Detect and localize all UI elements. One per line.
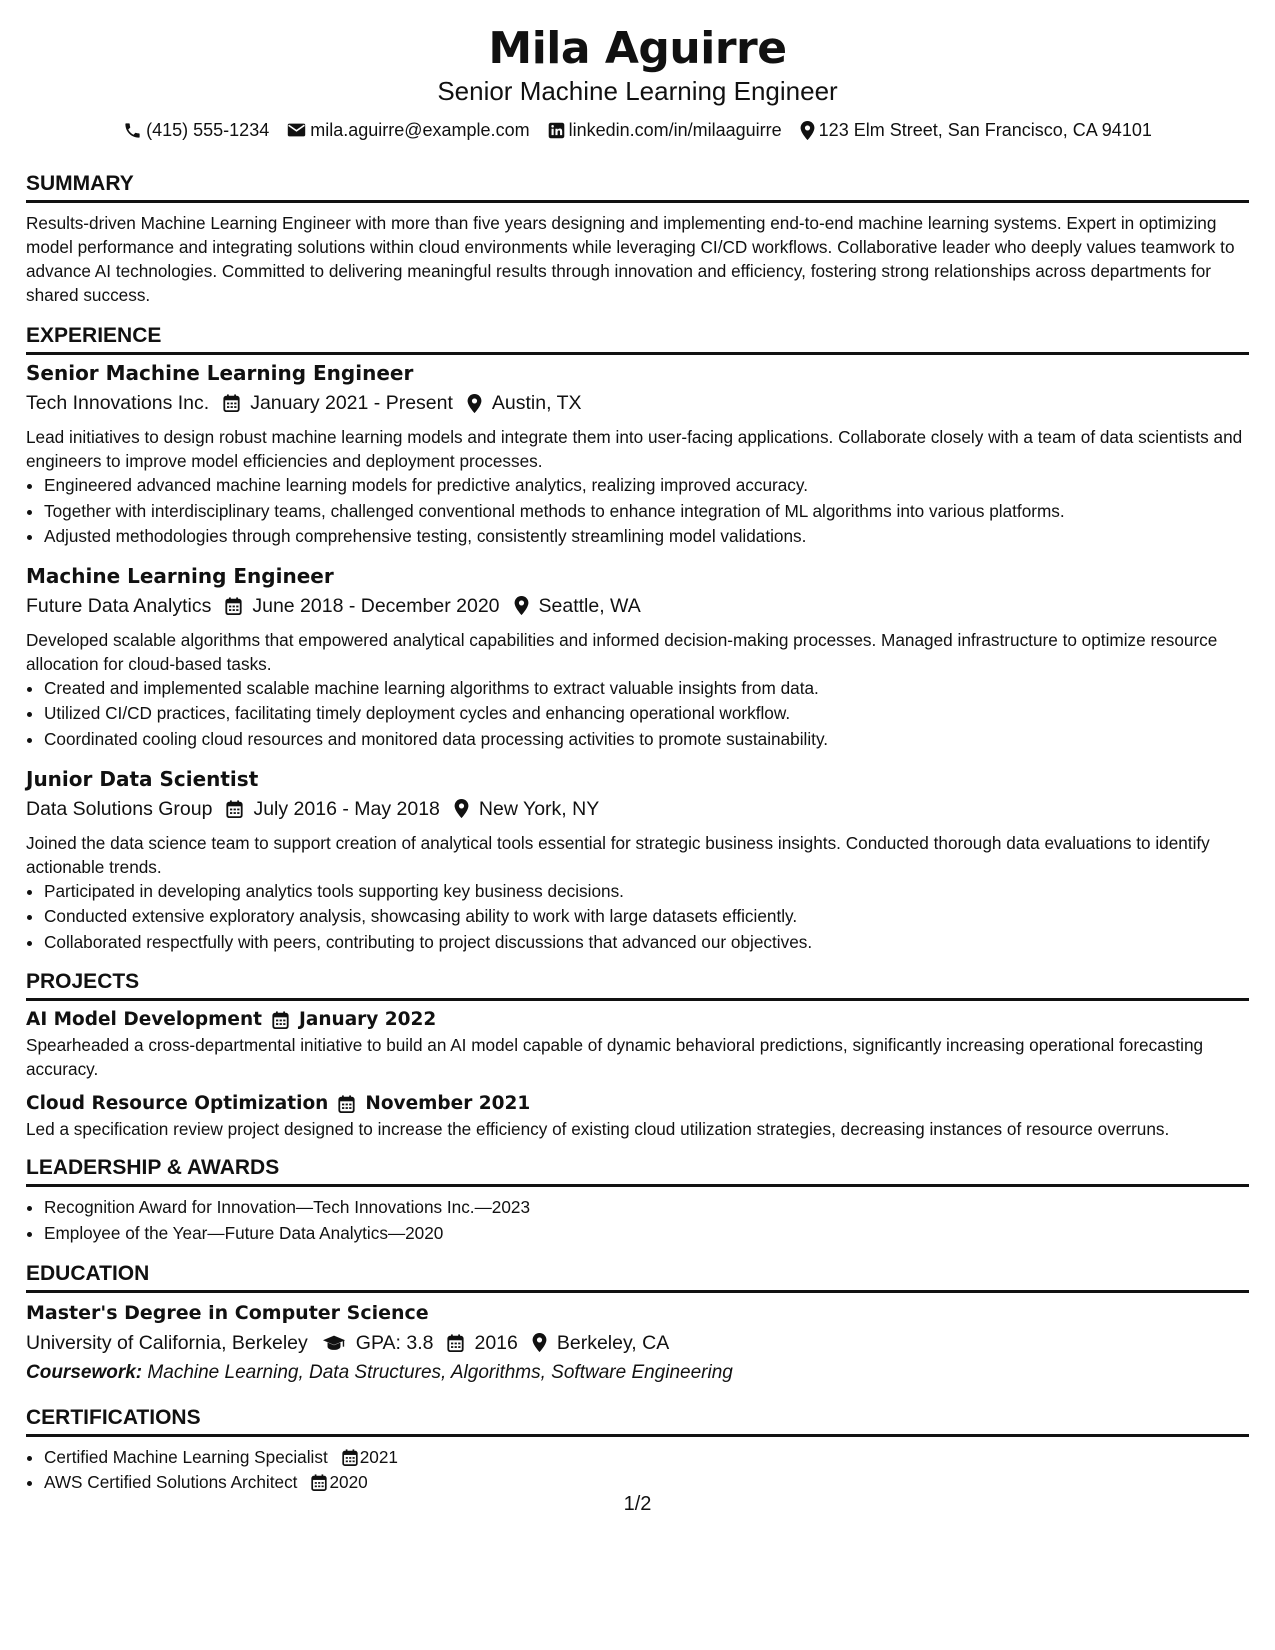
summary-text: Results-driven Machine Learning Engineer with more than five years designing and implementing end-to-end machine learning systems. Expert in optimizing model performance and integrating solutions within cloud environments while leveraging CI/CD workflows. Collaborative leader who deeply values teamwork to advance AI technologies. Committed to delivering meaningful results through innovation and efficiency, fostering strong relationships across departments for shared success. [26,213,1235,305]
job-location: Seattle, WA [538,594,641,617]
candidate-name: Mila Aguirre [488,23,787,74]
calendar-icon [311,1474,327,1491]
calendar-icon [223,394,240,412]
job-title: Machine Learning Engineer [26,563,334,588]
project-date: November 2021 [365,1093,531,1115]
project-description: Led a specification review project designed to increase the efficiency of existing cloud utilization strategies, decreasing instances of resource overruns. [26,1119,1170,1140]
coursework-line [26,1359,1249,1387]
certification-entry [44,1470,1249,1496]
coursework-list: Machine Learning, Data Structures, Algorithms, Software Engineering [147,1361,733,1383]
list-item: • Employee of the Year—Future Data Analytics—2020 [44,1221,1249,1247]
graduation-year: 2016 [474,1331,518,1354]
section-title-awards: LEADERSHIP & AWARDS [26,1155,1249,1187]
list-item: • Participated in developing analytics tools supporting key business decisions. [44,879,1249,905]
map-pin-icon [514,596,529,615]
street-address: 123 Elm Street, San Francisco, CA 94101 [818,120,1152,140]
calendar-icon [225,597,242,615]
list-item: • Conducted extensive exploratory analysis, showcasing ability to work with large datasets efficiently. [44,904,1249,930]
phone-icon [123,121,142,140]
list-item [44,1470,1249,1496]
list-item: • Utilized CI/CD practices, facilitating timely deployment cycles and enhancing operational workflow. [44,701,1249,727]
project-name: AI Model Development [26,1009,262,1031]
job-location: Austin, TX [491,392,582,414]
job-description: Joined the data science team to support creation of analytical tools essential for strategic business insights. Conducted thorough data evaluations to identify actionable trends. [26,832,1210,877]
certifications-section [26,1405,1249,1496]
section-title-summary: SUMMARY [26,171,1249,203]
list-item: • Created and implemented scalable machine learning algorithms to extract valuable insights from data. [44,676,1249,702]
projects-section [26,969,1249,1141]
job-meta [26,795,1249,823]
list-item: • Engineered advanced machine learning models for predictive analytics, realizing improved accuracy. [44,473,1249,499]
project-header [26,1091,1249,1117]
coursework-label: Coursework: [26,1361,143,1383]
map-pin-icon [454,799,469,818]
contact-linkedin[interactable] [548,119,782,141]
job-location: New York, NY [478,797,600,820]
job-entry [26,359,1249,550]
job-title: Senior Machine Learning Engineer [26,361,414,385]
job-company: Tech Innovations Inc. [26,392,210,414]
page-number: 1/2 [623,1493,652,1515]
graduation-cap-icon [322,1334,346,1352]
calendar-icon [338,1095,355,1113]
certification-name: • AWS Certified Solutions Architect [44,1472,298,1493]
summary-section [26,171,1249,307]
project-entry [26,1007,1249,1081]
certification-year: 2021 [359,1446,398,1467]
section-title-certifications: CERTIFICATIONS [26,1405,1249,1437]
calendar-icon [226,800,243,818]
job-meta [26,389,1249,417]
section-title-experience: EXPERIENCE [26,323,1249,355]
section-title-education: EDUCATION [26,1261,1249,1293]
linkedin-url: linkedin.com/in/milaaguirre [568,120,782,140]
envelope-icon [287,122,306,138]
project-name: Cloud Resource Optimization [26,1093,329,1115]
list-item: • Together with interdisciplinary teams, challenged conventional methods to enhance integration of ML algorithms into various platforms. [44,499,1249,525]
contact-email[interactable] [287,119,529,141]
awards-list [26,1195,1249,1246]
map-pin-icon [467,394,482,413]
awards-section [26,1155,1249,1246]
candidate-headline: Senior Machine Learning Engineer [437,76,838,106]
list-item: • Adjusted methodologies through comprehensive testing, consistently streamlining model validations. [44,524,1249,550]
certification-year: 2020 [329,1472,368,1493]
project-description: Spearheaded a cross-departmental initiative to build an AI model capable of dynamic behavioral predictions, significantly increasing operational forecasting accuracy. [26,1035,1204,1080]
list-item: • Coordinated cooling cloud resources and monitored data processing activities to promote sustainability. [44,727,1249,753]
contact-bar [26,119,1249,141]
linkedin-icon [548,122,565,139]
job-entry [26,765,1249,956]
certifications-list [26,1445,1249,1496]
job-description: Lead initiatives to design robust machine learning models and integrate them into user-facing applications. Collaborate closely with a team of data scientists and engineers to improve model efficiencies and deployment processes. [26,427,1243,471]
job-dates: June 2018 - December 2020 [252,594,500,617]
education-meta [26,1329,1249,1357]
map-pin-icon [532,1333,547,1352]
contact-phone [123,119,269,141]
certification-entry [44,1445,1249,1471]
phone-number: (415) 555-1234 [146,120,270,140]
education-section [26,1261,1249,1387]
calendar-icon [272,1011,289,1029]
map-pin-icon [800,121,815,140]
certification-name: • Certified Machine Learning Specialist [44,1446,328,1467]
job-bullets [26,879,1249,956]
calendar-icon [447,1334,464,1352]
section-title-projects: PROJECTS [26,969,1249,1001]
job-entry [26,562,1249,753]
gpa: GPA: 3.8 [355,1331,434,1354]
job-dates: January 2021 - Present [250,392,453,414]
job-dates: July 2016 - May 2018 [253,797,440,820]
project-header [26,1007,1249,1033]
job-bullets [26,473,1249,550]
job-company: Future Data Analytics [26,594,212,617]
list-item [44,1445,1249,1471]
resume-header [26,0,1249,141]
job-description: Developed scalable algorithms that empowered analytical capabilities and informed decision-making processes. Managed infrastructure to optimize resource allocation for cloud-based tasks. [26,629,1218,674]
project-entry [26,1091,1249,1141]
contact-address [800,119,1152,141]
job-bullets [26,676,1249,753]
calendar-icon [342,1449,358,1466]
job-meta [26,592,1249,620]
email-address: mila.aguirre@example.com [310,120,530,140]
job-company: Data Solutions Group [26,797,213,820]
list-item: • Collaborated respectfully with peers, contributing to project discussions that advanced our objectives. [44,930,1249,956]
school-name: University of California, Berkeley [26,1331,308,1354]
list-item: • Recognition Award for Innovation—Tech Innovations Inc.—2023 [44,1195,1249,1221]
school-location: Berkeley, CA [556,1331,670,1354]
job-title: Junior Data Scientist [26,766,259,791]
experience-section [26,323,1249,955]
degree-title: Master's Degree in Computer Science [26,1301,429,1324]
project-date: January 2022 [298,1009,437,1031]
